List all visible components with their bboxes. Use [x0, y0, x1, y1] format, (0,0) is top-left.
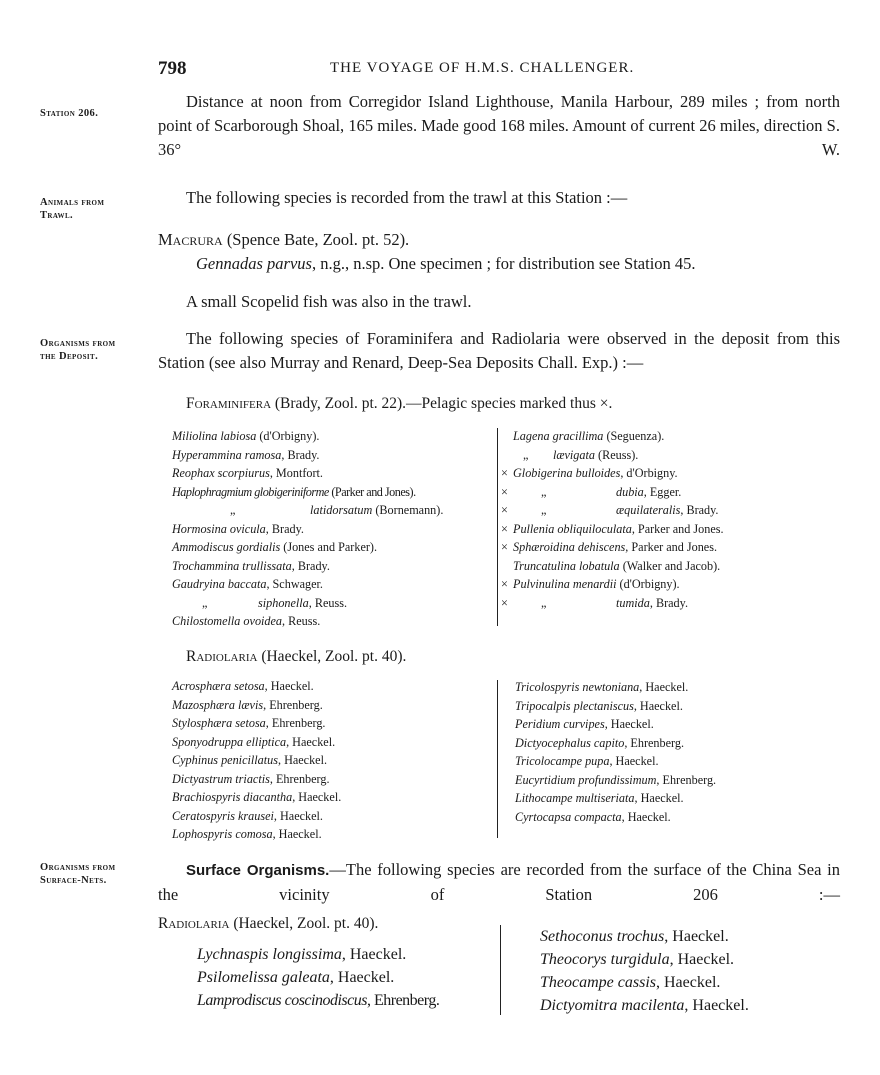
list-item: Truncatulina lobatula (Walker and Jacob).	[513, 558, 721, 573]
list-item: Dictyastrum triactis, Ehrenberg.	[172, 771, 330, 786]
list-item: Haplophragmium globigeriniforme (Parker and Jones).	[172, 484, 416, 499]
foram-heading-rest: (Brady, Zool. pt. 22).—Pelagic species marked thus ×.	[271, 395, 613, 412]
list-item: × Pulvinulina menardii (d'Orbigny).	[501, 577, 680, 591]
list-item: Trochammina trullissata, Brady.	[172, 558, 330, 573]
deposit-intro: The following species of Foraminifera and Radiolaria were observed in the deposit from this Station (see also Murray and Renard, Deep-Sea Deposits Chall. Exp.) :—	[158, 329, 840, 372]
station-label: Station 206.	[40, 108, 99, 119]
running-title: THE VOYAGE OF H.M.S. CHALLENGER.	[330, 60, 635, 76]
foram-heading-name: Foraminifera	[186, 395, 272, 412]
rad-column-divider	[497, 680, 498, 838]
list-item: Lamprodiscus coscinodiscus, Ehrenberg.	[197, 992, 440, 1009]
surface-side-label	[40, 861, 116, 887]
list-item: Acrosphæra setosa, Haeckel.	[172, 679, 314, 693]
list-item: Lychnaspis longissima, Haeckel.	[197, 946, 407, 963]
surface-right-column	[540, 925, 749, 1017]
deposit-side-label	[40, 337, 116, 363]
list-item: Hormosina ovicula, Brady.	[172, 521, 304, 536]
surface-rad-heading-rest: (Haeckel, Zool. pt. 40).	[229, 915, 379, 932]
list-item: × „ tumida, Brady.	[501, 595, 688, 610]
trawl-group-heading	[158, 228, 409, 252]
list-item: Reophax scorpiurus, Montfort.	[172, 466, 323, 480]
list-item: Tripocalpis plectaniscus, Haeckel.	[515, 698, 683, 713]
list-item: Ceratospyris krausei, Haeckel.	[172, 808, 323, 823]
list-item: Chilostomella ovoidea, Reuss.	[172, 614, 321, 628]
surface-intro	[158, 858, 840, 907]
list-item: „ lævigata (Reuss).	[523, 447, 639, 462]
list-item: × „ æquilateralis, Brady.	[501, 503, 719, 517]
surface-radiolaria-heading	[158, 915, 378, 933]
trawl-label-line1: Animals from	[40, 197, 105, 208]
deposit-label-line2: the Deposit.	[40, 351, 99, 362]
list-item: × „ dubia, Egger.	[501, 484, 682, 499]
surface-heading: Surface Organisms.	[186, 862, 330, 879]
trawl-label-line2: Trawl.	[40, 210, 74, 221]
list-item: Stylosphæra setosa, Ehrenberg.	[172, 716, 326, 730]
list-item: „ latidorsatum (Bornemann).	[230, 503, 444, 517]
foram-left-column	[172, 427, 443, 631]
list-item: × Sphæroidina dehiscens, Parker and Jones.	[501, 540, 718, 554]
list-item: Tricolocampe pupa, Haeckel.	[515, 754, 659, 768]
station-text: Distance at noon from Corregidor Island Lighthouse, Manila Harbour, 289 miles ; from north point of Scarborough Shoal, 165 miles. Made good 168 miles. Amount of current 26 miles, direction S. 36° W.	[158, 92, 840, 159]
rad-right-column	[515, 678, 716, 826]
foram-column-divider	[497, 428, 498, 626]
list-item: Hyperammina ramosa, Brady.	[172, 447, 320, 462]
page-number: 798	[158, 58, 187, 79]
list-item: Gaudryina baccata, Schwager.	[172, 577, 323, 591]
list-item: Cyrtocapsa compacta, Haeckel.	[515, 809, 671, 824]
list-item: Lithocampe multiseriata, Haeckel.	[515, 791, 684, 805]
surface-rad-heading-name: Radiolaria	[158, 915, 230, 932]
list-item: Brachiospyris diacantha, Haeckel.	[172, 790, 342, 804]
list-item: Peridium curvipes, Haeckel.	[515, 717, 654, 731]
deposit-radiolaria-heading	[186, 648, 406, 666]
list-item: Lophospyris comosa, Haeckel.	[172, 827, 322, 841]
deposit-rad-heading-rest: (Haeckel, Zool. pt. 40).	[257, 648, 407, 665]
macrura-ref: (Spence Bate, Zool. pt. 52).	[222, 230, 410, 249]
list-item: Theocorys turgidula, Haeckel.	[540, 951, 735, 968]
deposit-label-line1: Organisms from	[40, 338, 116, 349]
rad-left-column	[172, 677, 341, 844]
list-item: „ siphonella, Reuss.	[202, 595, 348, 610]
list-item: Sponyodruppa elliptica, Haeckel.	[172, 734, 336, 749]
foram-right-column	[501, 427, 724, 612]
surface-label-line2: Surface-Nets.	[40, 875, 107, 886]
list-item: × Globigerina bulloides, d'Orbigny.	[501, 466, 678, 480]
list-item: Sethoconus trochus, Haeckel.	[540, 928, 729, 945]
surface-intro-text: —The following species are recorded from the surface of the China Sea in the vicinity of Station 206 :—	[158, 860, 840, 904]
list-item: Cyphinus penicillatus, Haeckel.	[172, 753, 328, 767]
trawl-note: A small Scopelid fish was also in the trawl.	[186, 292, 472, 311]
list-item: × Pullenia obliquiloculata, Parker and Jones.	[501, 521, 724, 536]
trawl-species-line	[196, 252, 696, 276]
gennadas-rest: , n.g., n.sp. One specimen ; for distribution see Station 45.	[311, 254, 696, 273]
list-item: Miliolina labiosa (d'Orbigny).	[172, 429, 320, 443]
list-item: Dictyomitra macilenta, Haeckel.	[540, 997, 749, 1014]
list-item: Tricolospyris newtoniana, Haeckel.	[515, 680, 689, 694]
deposit-rad-heading-name: Radiolaria	[186, 648, 258, 665]
trawl-side-label	[40, 196, 104, 222]
macrura-name: Macrura	[158, 230, 223, 249]
list-item: Psilomelissa galeata, Haeckel.	[197, 969, 395, 986]
foraminifera-heading	[186, 395, 612, 413]
surface-label-line1: Organisms from	[40, 862, 116, 873]
list-item: Ammodiscus gordialis (Jones and Parker).	[172, 540, 378, 554]
list-item: Mazosphæra lævis, Ehrenberg.	[172, 697, 323, 712]
surface-column-divider	[500, 925, 501, 1015]
surface-left-column	[197, 943, 439, 1012]
gennadas-name: Gennadas parvus	[196, 254, 312, 273]
station-paragraph	[158, 90, 840, 162]
list-item: Lagena gracillima (Seguenza).	[513, 429, 665, 443]
list-item: Dictyocephalus capito, Ehrenberg.	[515, 735, 685, 750]
trawl-intro: The following species is recorded from the trawl at this Station :—	[186, 188, 628, 207]
list-item: Theocampe cassis, Haeckel.	[540, 974, 721, 991]
list-item: Eucyrtidium profundissimum, Ehrenberg.	[515, 772, 717, 787]
